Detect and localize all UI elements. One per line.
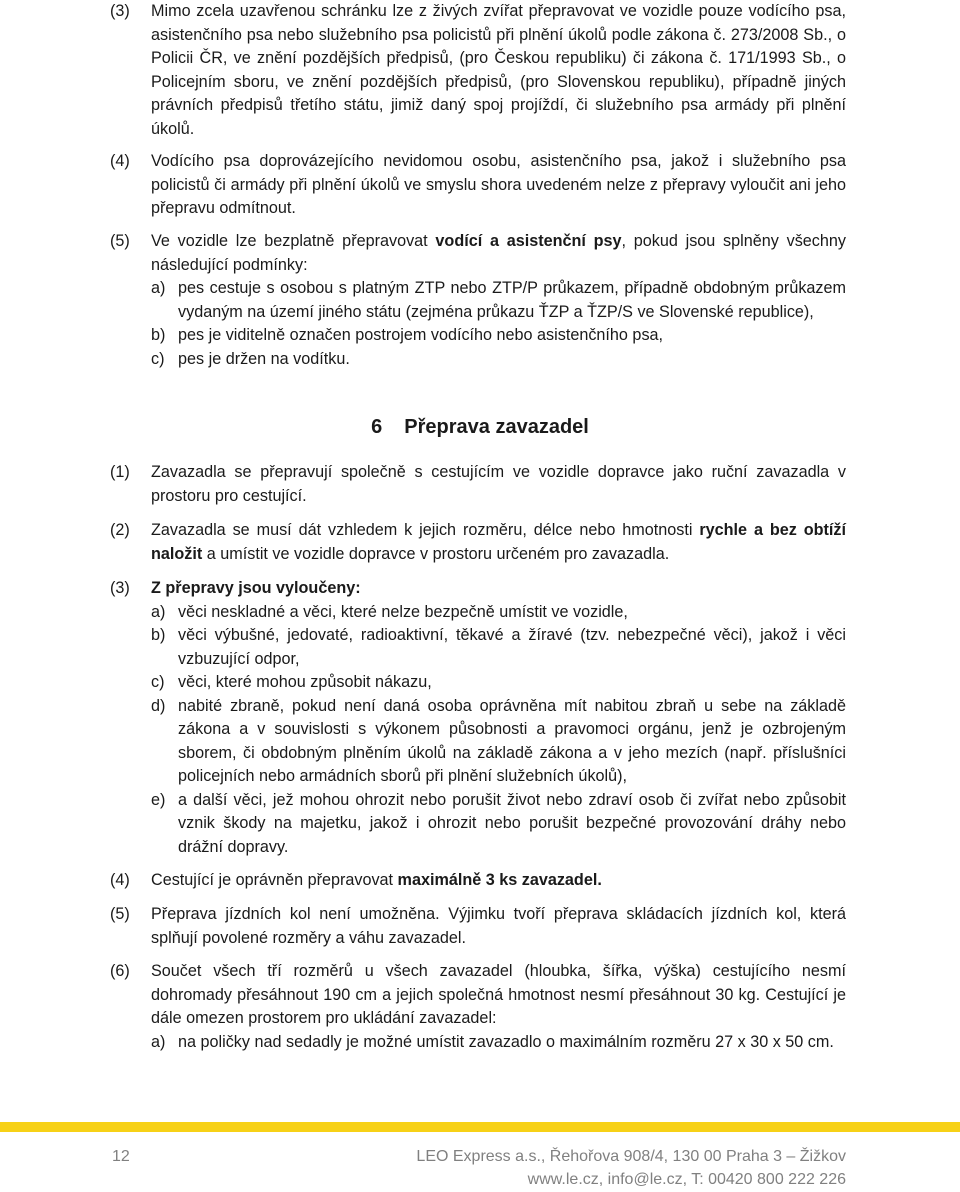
- paragraph-text: Ve vozidle lze bezplatně přepravovat: [151, 232, 436, 250]
- list-letter: e): [151, 790, 166, 809]
- page-number: 12: [112, 1148, 130, 1165]
- paragraph-text: Vodícího psa doprovázejícího nevidomou osobu, asistenčního psa, jakož i služebního psa policistů či armády při plnění úkolů ve smyslu shora uvedeném nelze z přepravy vyloučit ani jeho přepravu odmítnout.: [151, 152, 846, 217]
- footer-accent-bar: [0, 1122, 960, 1132]
- list-text: věci, které mohou způsobit nákazu,: [178, 673, 432, 691]
- list-text: nabité zbraně, pokud není daná osoba oprávněna mít nabitou zbraň u sebe na základě zákona a v souvislosti s výkonem působnosti a pravomoci orgánu, jenž je ozbrojeným sborem, či obdobným plněním úkolů na základě zákona a v jeho mezích (např. příslušníci policejních nebo armádních sborů při plnění služebních úkolů),: [178, 696, 846, 785]
- list-item: [151, 695, 846, 789]
- list-letter: c): [151, 349, 165, 368]
- paragraph-text: a umístit ve vozidle dopravce v prostoru určeném pro zavazadla.: [202, 544, 670, 563]
- paragraph-4-guide-dog: [110, 150, 846, 221]
- list-text: pes je viditelně označen postrojem vodícího nebo asistenčního psa,: [178, 326, 664, 344]
- paragraph-text: , pokud jsou splněny všechny následující podmínky:: [151, 232, 846, 274]
- list-letter: a): [151, 1032, 166, 1051]
- paragraph-number: (4): [110, 152, 130, 170]
- paragraph-number: (4): [110, 871, 130, 889]
- paragraph-number: (5): [110, 905, 130, 923]
- paragraph-number: (6): [110, 962, 130, 980]
- list-letter: a): [151, 602, 166, 621]
- paragraph-text: Součet všech tří rozměrů u všech zavazadel (hloubka, šířka, výška) cestujícího nesmí dohromady přesáhnout 190 cm a jejich společná hmotnost nesmí přesáhnout 30 kg. Cestující je dále omezen prostorem pro ukládání zavazadel:: [151, 962, 846, 1027]
- list-item: [151, 277, 846, 324]
- list-item: [151, 601, 846, 625]
- paragraph-number: (5): [110, 232, 130, 250]
- paragraph-number: (1): [110, 463, 130, 481]
- list-letter: c): [151, 673, 165, 691]
- paragraph-bold-text: Z přepravy jsou vyloučeny:: [151, 579, 361, 597]
- list-item: [151, 789, 846, 860]
- paragraph-bold-text: maximálně 3 ks zavazadel.: [397, 871, 602, 889]
- list-item: [151, 1031, 846, 1055]
- paragraph-text: Cestující je oprávněn přepravovat: [151, 871, 398, 889]
- section-title: Přeprava zavazadel: [404, 416, 589, 438]
- paragraph-3-excluded: [110, 577, 846, 859]
- paragraph-bold-text: vodící a asistenční psy: [435, 232, 622, 250]
- paragraph-2-luggage-size: [110, 519, 846, 566]
- paragraph-4-max-luggage: [110, 869, 846, 893]
- paragraph-text: Přeprava jízdních kol není umožněna. Výjimku tvoří přeprava skládacích jízdních kol, která splňují povolené rozměry a váhu zavazadel.: [151, 905, 846, 947]
- paragraph-5-free-transport: [110, 230, 846, 371]
- paragraph-number: (2): [110, 521, 130, 539]
- list-letter: d): [151, 696, 166, 715]
- paragraph-1-luggage: [110, 461, 846, 508]
- footer-contact: www.le.cz, info@le.cz, T: 00420 800 222 226: [527, 1171, 846, 1188]
- footer-company: LEO Express a.s., Řehořova 908/4, 130 00 Praha 3 – Žižkov: [416, 1148, 846, 1165]
- list-letter: b): [151, 326, 166, 344]
- list-letter: a): [151, 279, 166, 297]
- list-item: [151, 671, 846, 695]
- list-item: [151, 348, 846, 372]
- list-text: pes je držen na vodítku.: [178, 349, 350, 368]
- list-text: pes cestuje s osobou s platným ZTP nebo ZTP/P průkazem, případně obdobným průkazem vydaným na území jiného státu (zejména průkazu ŤZP a ŤZP/S ve Slovenské republice),: [178, 279, 846, 321]
- paragraph-text: Zavazadla se přepravují společně s cestujícím ve vozidle dopravce jako ruční zavazadla v prostoru pro cestující.: [151, 463, 846, 505]
- list-letter: b): [151, 626, 166, 644]
- paragraph-text: Zavazadla se musí dát vzhledem k jejich rozměru, délce nebo hmotnosti: [151, 521, 700, 539]
- paragraph-5-bicycles: [110, 903, 846, 950]
- paragraph-6-dimensions: [110, 960, 846, 1054]
- paragraph-text: Mimo zcela uzavřenou schránku lze z živých zvířat přepravovat ve vozidle pouze vodícího psa, asistenčního psa nebo služebního psa policistů při plnění úkolů podle zákona č. 273/2008 Sb., o Policii ČR, ve znění pozdějších předpisů, (pro Českou republiku) či zákona č. 171/1993 Sb., o Policejním sboru, ve znění pozdějších předpisů, (pro Slovenskou republiku), případně jiných právních předpisů třetího státu, jimiž daný spoj projíždí, či služebního psa armády při plnění úkolů.: [151, 2, 846, 138]
- list-text: na poličky nad sedadly je možné umístit zavazadlo o maximálním rozměru 27 x 30 x 50 cm.: [178, 1032, 834, 1051]
- list-text: věci výbušné, jedovaté, radioaktivní, těkavé a žíravé (tzv. nebezpečné věci), jakož i věci vzbuzující odpor,: [178, 626, 846, 668]
- section-heading: [0, 413, 960, 441]
- paragraph-3-animals: [110, 0, 846, 141]
- paragraph-bold-text: rychle a bez obtíží naložit: [151, 521, 846, 563]
- section-number: 6: [371, 416, 383, 438]
- paragraph-number: (3): [110, 579, 130, 597]
- paragraph-number: (3): [110, 2, 130, 20]
- list-text: věci neskladné a věci, které nelze bezpečně umístit ve vozidle,: [178, 602, 628, 621]
- list-item: [151, 624, 846, 671]
- list-item: [151, 324, 846, 348]
- list-text: a další věci, jež mohou ohrozit nebo porušit život nebo zdraví osob či zvířat nebo způsobit vznik škody na majetku, jakož i ohrozit nebo porušit bezpečné provozování dráhy nebo drážní dopravy.: [178, 790, 846, 856]
